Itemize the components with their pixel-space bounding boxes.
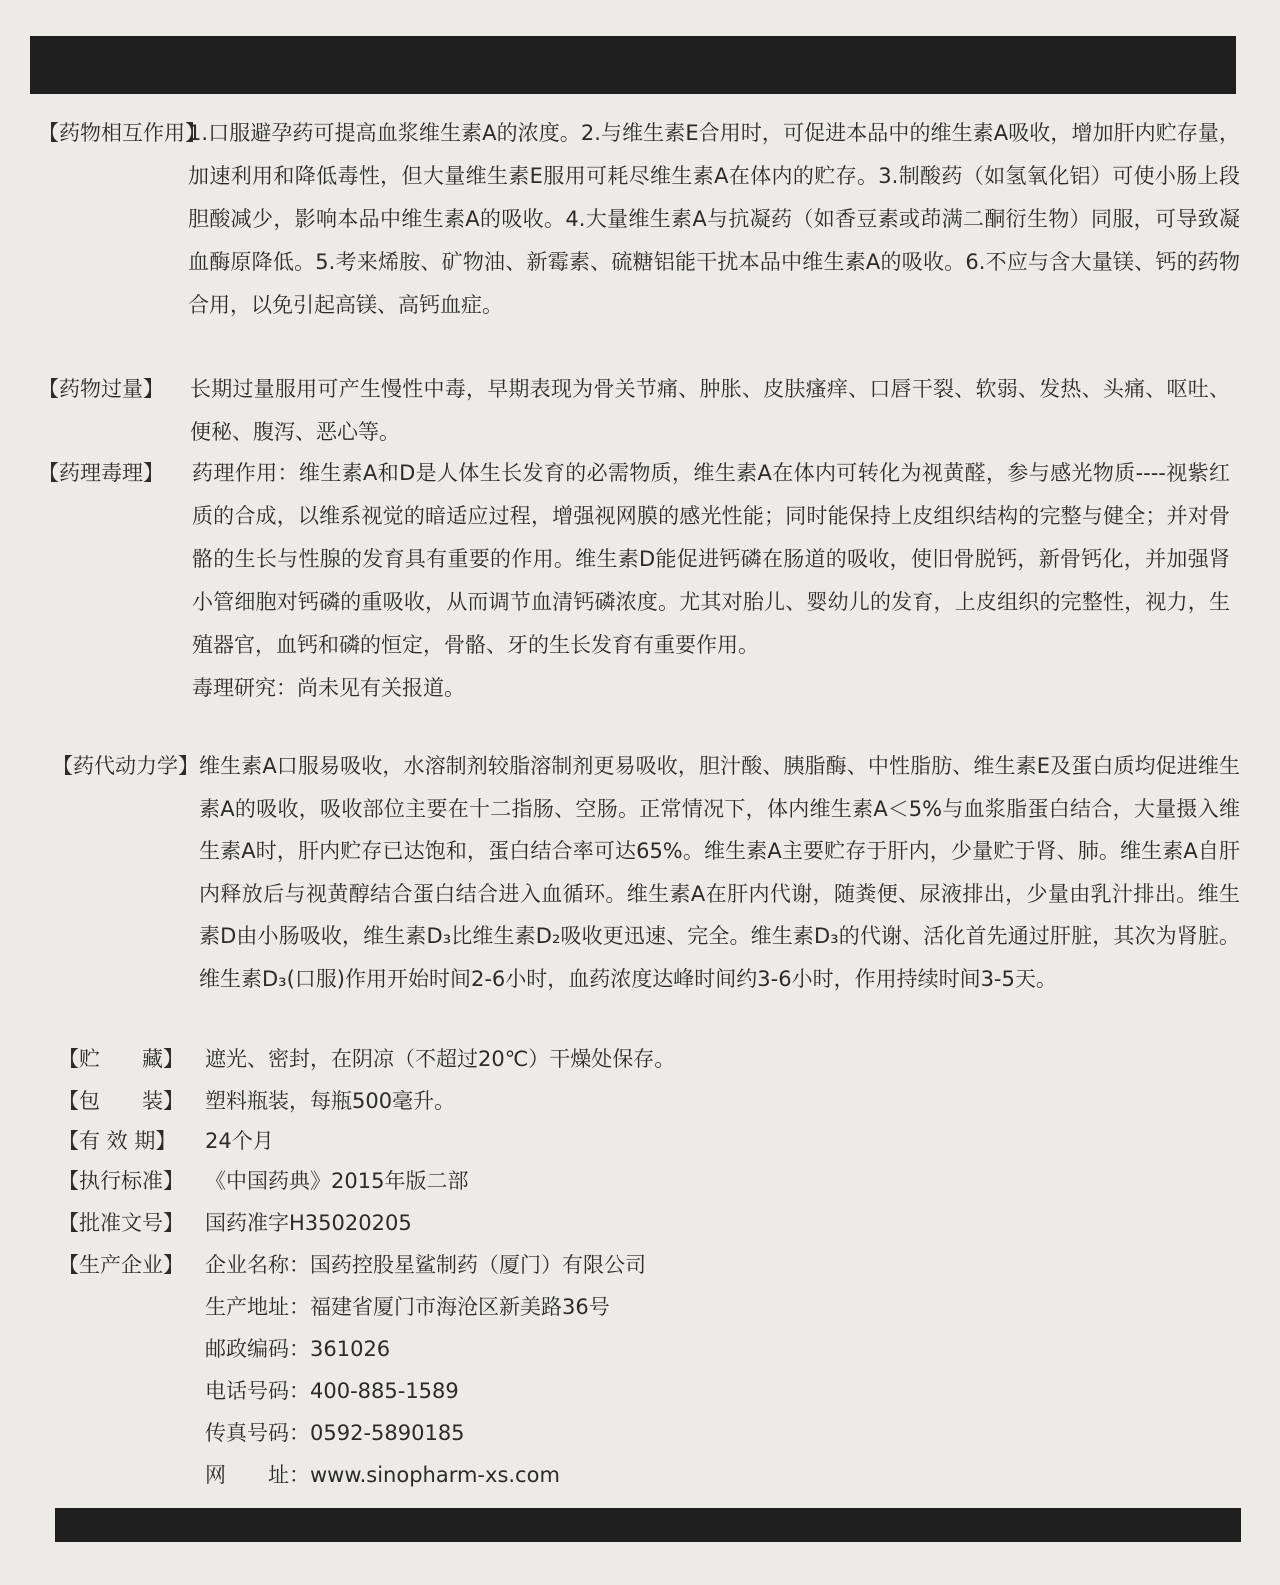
field-label: 邮政编码： [205, 1337, 310, 1361]
field-label: 传真号码： [205, 1421, 310, 1445]
section-body [199, 745, 1240, 1000]
section-body [205, 1120, 1205, 1163]
section-label: 【生产企业】 [58, 1253, 184, 1277]
section-label: 【贮 藏】 [58, 1047, 184, 1071]
storage-text: 遮光、密封，在阴凉（不超过20℃）干燥处保存。 [205, 1047, 676, 1071]
section-body [205, 1080, 1205, 1123]
section-body [205, 1202, 1205, 1245]
overdose-text: 长期过量服用可产生慢性中毒，早期表现为骨关节痛、肿胀、皮肤瘙痒、口唇干裂、软弱、发热、头痛、呕吐、便秘、腹泻、恶心等。 [190, 377, 1230, 444]
section-body [205, 1038, 1205, 1081]
section-label: 【药理毒理】 [38, 461, 164, 485]
section-label: 【包 装】 [58, 1089, 184, 1113]
section-body [188, 112, 1240, 327]
approval-text: 国药准字H35020205 [205, 1211, 412, 1235]
manufacturer-website: www.sinopharm-xs.com [310, 1463, 560, 1487]
section-label: 【有 效 期】 [58, 1129, 177, 1153]
pharmacology-text: 药理作用：维生素A和D是人体生长发育的必需物质，维生素A在体内可转化为视黄醛，参与感光物质----视紫红质的合成，以维系视觉的暗适应过程，增强视网膜的感光性能；同时能保持上皮组织结构的完整与健全；并对骨骼的生长与性腺的发育具有重要的作用。维生素D能促进钙磷在肠道的吸收，使旧骨脱钙，新骨钙化，并加强肾小管细胞对钙磷的重吸收，从而调节血清钙磷浓度。尤其对胎儿、婴幼儿的发育，上皮组织的完整性，视力，生殖器官，血钙和磷的恒定，骨骼、牙的生长发育有重要作用。 [192, 461, 1230, 657]
manufacturer-web-row [205, 1454, 1205, 1496]
section-label: 【药物相互作用】 [38, 121, 206, 145]
manufacturer-fax-row [205, 1412, 1205, 1454]
field-label: 企业名称： [205, 1253, 310, 1277]
section-label: 【批准文号】 [58, 1211, 184, 1235]
interaction-text: 1.口服避孕药可提高血浆维生素A的浓度。2.与维生素E合用时，可促进本品中的维生素A吸收，增加肝内贮存量，加速利用和降低毒性，但大量维生素E服用可耗尽维生素A在体内的贮存。3.制酸药（如氢氧化铝）可使小肠上段胆酸减少，影响本品中维生素A的吸收。4.大量维生素A与抗凝药（如香豆素或茚满二酮衍生物）同服，可导致凝血酶原降低。5.考来烯胺、矿物油、新霉素、硫糖铝能干扰本品中维生素A的吸收。6.不应与含大量镁、钙的药物合用，以免引起高镁、高钙血症。 [188, 121, 1240, 317]
manufacturer-name: 国药控股星鲨制药（厦门）有限公司 [310, 1253, 646, 1277]
manufacturer-phone-row [205, 1370, 1205, 1412]
standard-text: 《中国药典》2015年版二部 [205, 1169, 469, 1193]
manufacturer-address: 福建省厦门市海沧区新美路36号 [310, 1295, 610, 1319]
manufacturer-postcode-row [205, 1328, 1205, 1370]
section-body [190, 368, 1230, 454]
section-label: 【药代动力学】 [52, 754, 199, 778]
manufacturer-address-row [205, 1286, 1205, 1328]
section-body [205, 1244, 1205, 1496]
manufacturer-postcode: 361026 [310, 1337, 391, 1361]
validity-text: 24个月 [205, 1129, 274, 1153]
manufacturer-name-row [205, 1244, 1205, 1286]
package-text: 塑料瓶装，每瓶500毫升。 [205, 1089, 456, 1113]
field-label: 生产地址： [205, 1295, 310, 1319]
section-label: 【执行标准】 [58, 1169, 184, 1193]
toxicology-text: 毒理研究：尚未见有关报道。 [192, 676, 465, 700]
footer-black-bar [55, 1508, 1241, 1542]
manufacturer-fax: 0592-5890185 [310, 1421, 465, 1445]
field-label: 网 址： [205, 1463, 310, 1487]
section-body [192, 452, 1230, 710]
section-label: 【药物过量】 [38, 377, 164, 401]
pharmacokinetics-text: 维生素A口服易吸收，水溶制剂较脂溶制剂更易吸收，胆汁酸、胰脂酶、中性脂肪、维生素E及蛋白质均促进维生素A的吸收，吸收部位主要在十二指肠、空肠。正常情况下，体内维生素A＜5%与血浆脂蛋白结合，大量摄入维生素A时，肝内贮存已达饱和，蛋白结合率可达65%。维生素A主要贮存于肝内，少量贮于肾、肺。维生素A自肝内释放后与视黄醇结合蛋白结合进入血循环。维生素A在肝内代谢，随粪便、尿液排出，少量由乳汁排出。维生素D由小肠吸收，维生素D₃比维生素D₂吸收更迅速、完全。维生素D₃的代谢、活化首先通过肝脏，其次为肾脏。维生素D₃(口服)作用开始时间2-6小时，血药浓度达峰时间约3-6小时，作用持续时间3-5天。 [199, 754, 1240, 991]
manufacturer-phone: 400-885-1589 [310, 1379, 459, 1403]
section-body [205, 1160, 1205, 1203]
field-label: 电话号码： [205, 1379, 310, 1403]
